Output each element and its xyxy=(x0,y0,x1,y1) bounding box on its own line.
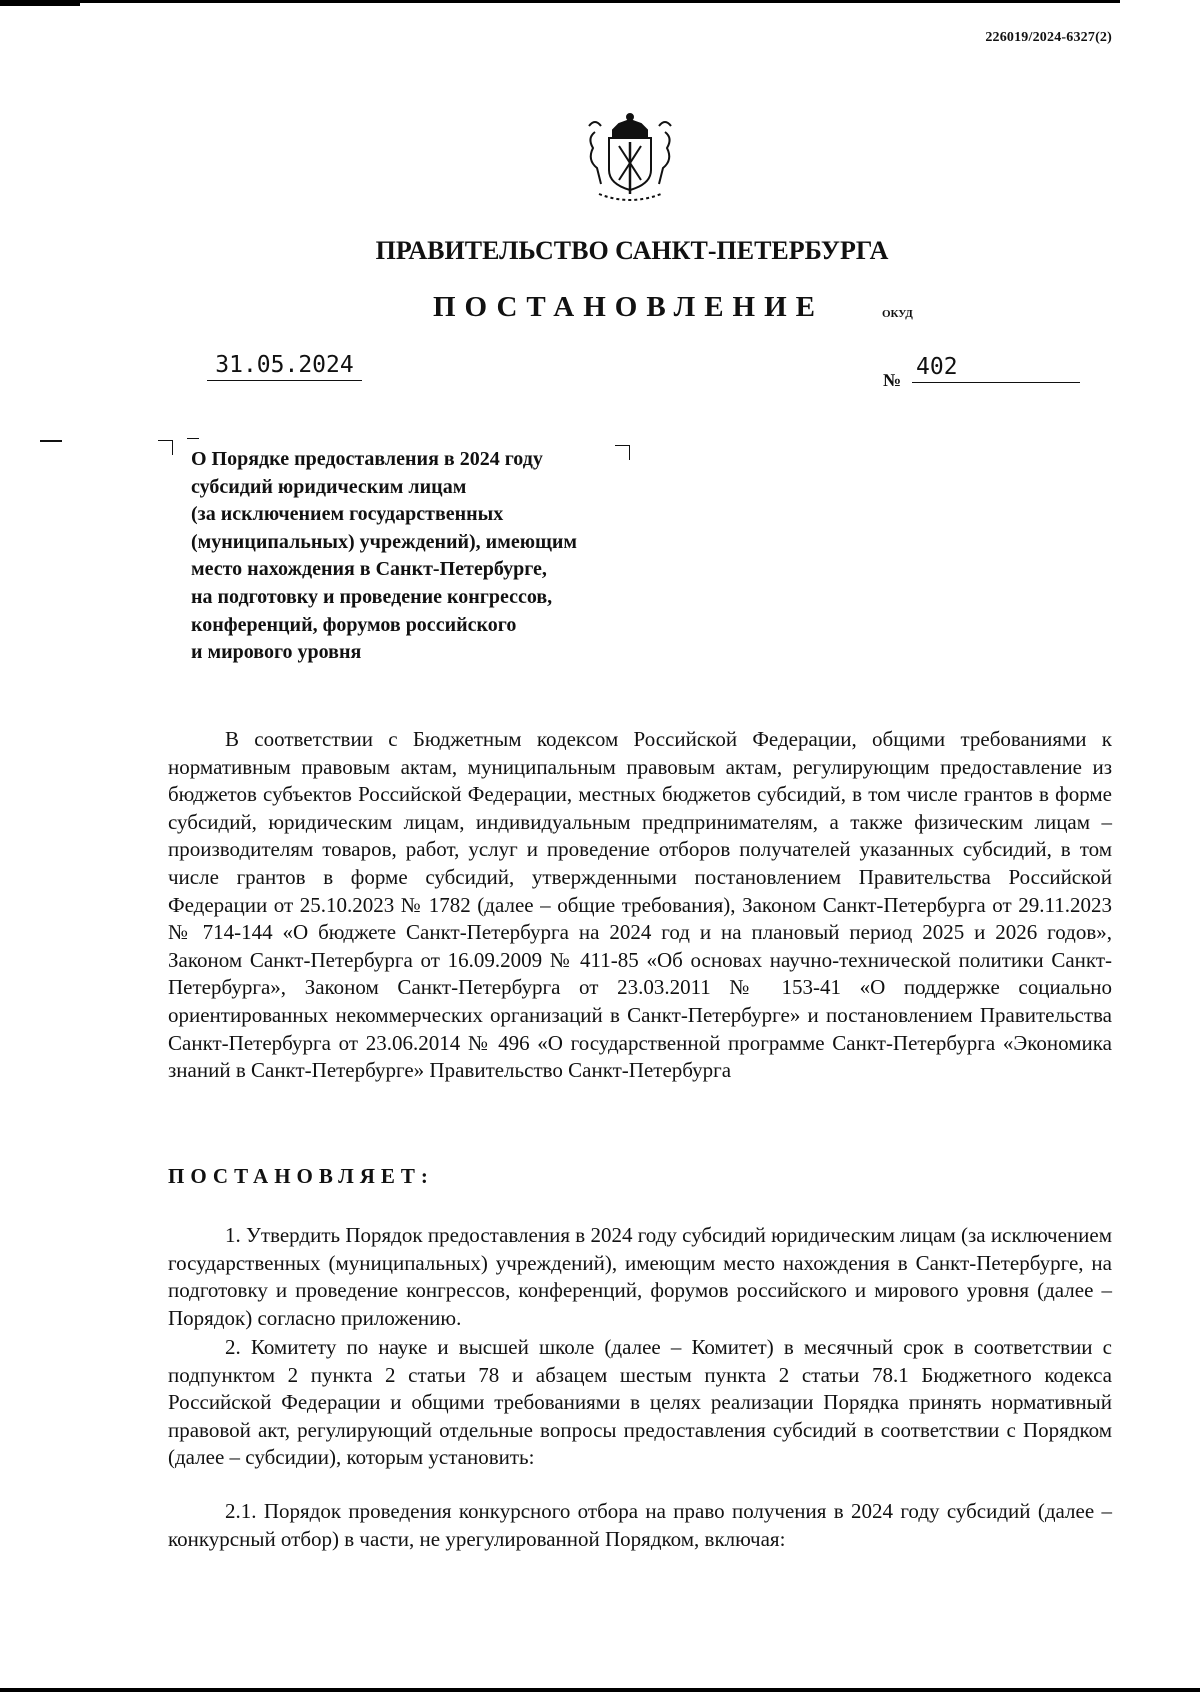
document-type: ПОСТАНОВЛЕНИЕ xyxy=(433,291,825,323)
resolves-heading: ПОСТАНОВЛЯЕТ: xyxy=(168,1164,434,1188)
document-number: 402 xyxy=(912,354,1080,383)
document-subject xyxy=(191,446,661,667)
preamble-paragraph: В соответствии с Бюджетным кодексом Российской Федерации, общими требованиями к нормативным правовым актам, муниципальным правовым актам, регулирующим предоставление из бюджетов субъектов Российской Федерации, местных бюджетов субсидий, в том числе грантов в форме субсидий, юридическим лицам, индивидуальным предпринимателям, а также физическим лицам – производителям товаров, работ, услуг и проведение отборов получателей указанных субсидий, в том числе грантов в форме субсидий, утвержденными постановлением Правительства Российской Федерации от 25.10.2023 № 1782 (далее – общие требования), Законом Санкт-Петербурга от 29.11.2023 № 714-144 «О бюджете Санкт-Петербурга на 2024 год и на плановый период 2025 и 2026 годов», Законом Санкт-Петербурга от 16.09.2009 № 411-85 «Об основах научно-технической политики Санкт-Петербурга», Законом Санкт-Петербурга от 23.03.2011 № 153-41 «О поддержке социально ориентированных некоммерческих организаций в Санкт-Петербурге» и постановлением Правительства Санкт-Петербурга от 23.06.2014 № 496 «О государственной программе Санкт-Петербурга «Экономика знаний в Санкт-Петербурге» Правительство Санкт-Петербурга xyxy=(168,727,1112,1083)
subject-line: О Порядке предоставления в 2024 году xyxy=(191,448,543,470)
item-2-1-paragraph: 2.1. Порядок проведения конкурсного отбора на право получения в 2024 году субсидий (далее – конкурсный отбор) в части, не урегулированной Порядком, включая: xyxy=(168,1499,1112,1551)
subject-line: место нахождения в Санкт-Петербурге, xyxy=(191,558,547,581)
organization-name: ПРАВИТЕЛЬСТВО САНКТ-ПЕТЕРБУРГА xyxy=(375,236,889,265)
scan-edge-top xyxy=(0,0,1120,3)
coat-of-arms-emblem xyxy=(575,108,685,208)
subject-line: субсидий юридическим лицам xyxy=(191,475,467,498)
scan-edge-bottom xyxy=(0,1688,1200,1692)
subject-line: на подготовку и проведение конгрессов, xyxy=(191,585,553,608)
subject-line: (муниципальных) учреждений), имеющим xyxy=(191,530,578,553)
margin-dash xyxy=(40,440,62,442)
subject-corner-mark xyxy=(158,440,173,455)
item-2-paragraph: 2. Комитету по науке и высшей школе (далее – Комитет) в месячный срок в соответствии с подпунктом 2 пункта 2 статьи 78 и абзацем шестым пункта 2 статьи 78.1 Бюджетного кодекса Российской Федерации и общими требованиями в целях реализации Порядка принять нормативный правовой акт, регулирующий отдельные вопросы предоставления субсидий в соответствии с Порядком (далее – субсидии), которым установить: xyxy=(168,1335,1112,1470)
subject-line: конференций, форумов российского xyxy=(191,613,517,636)
subject-line: (за исключением государственных xyxy=(191,503,504,526)
item-1-paragraph: 1. Утвердить Порядок предоставления в 2024 году субсидий юридическим лицам (за исключением государственных (муниципальных) учреждений), имеющим место нахождения в Санкт-Петербурге, на подготовку и проведение конгрессов, конференций, форумов российского и мирового уровня (далее – Порядок) согласно приложению. xyxy=(168,1223,1112,1330)
document-id: 226019/2024-6327(2) xyxy=(985,30,1112,45)
document-date: 31.05.2024 xyxy=(207,352,362,381)
number-sign: № xyxy=(883,370,902,390)
okud-label: ОКУД xyxy=(882,308,913,320)
scan-edge-top-left xyxy=(0,0,80,6)
subject-line: и мирового уровня xyxy=(191,641,362,664)
